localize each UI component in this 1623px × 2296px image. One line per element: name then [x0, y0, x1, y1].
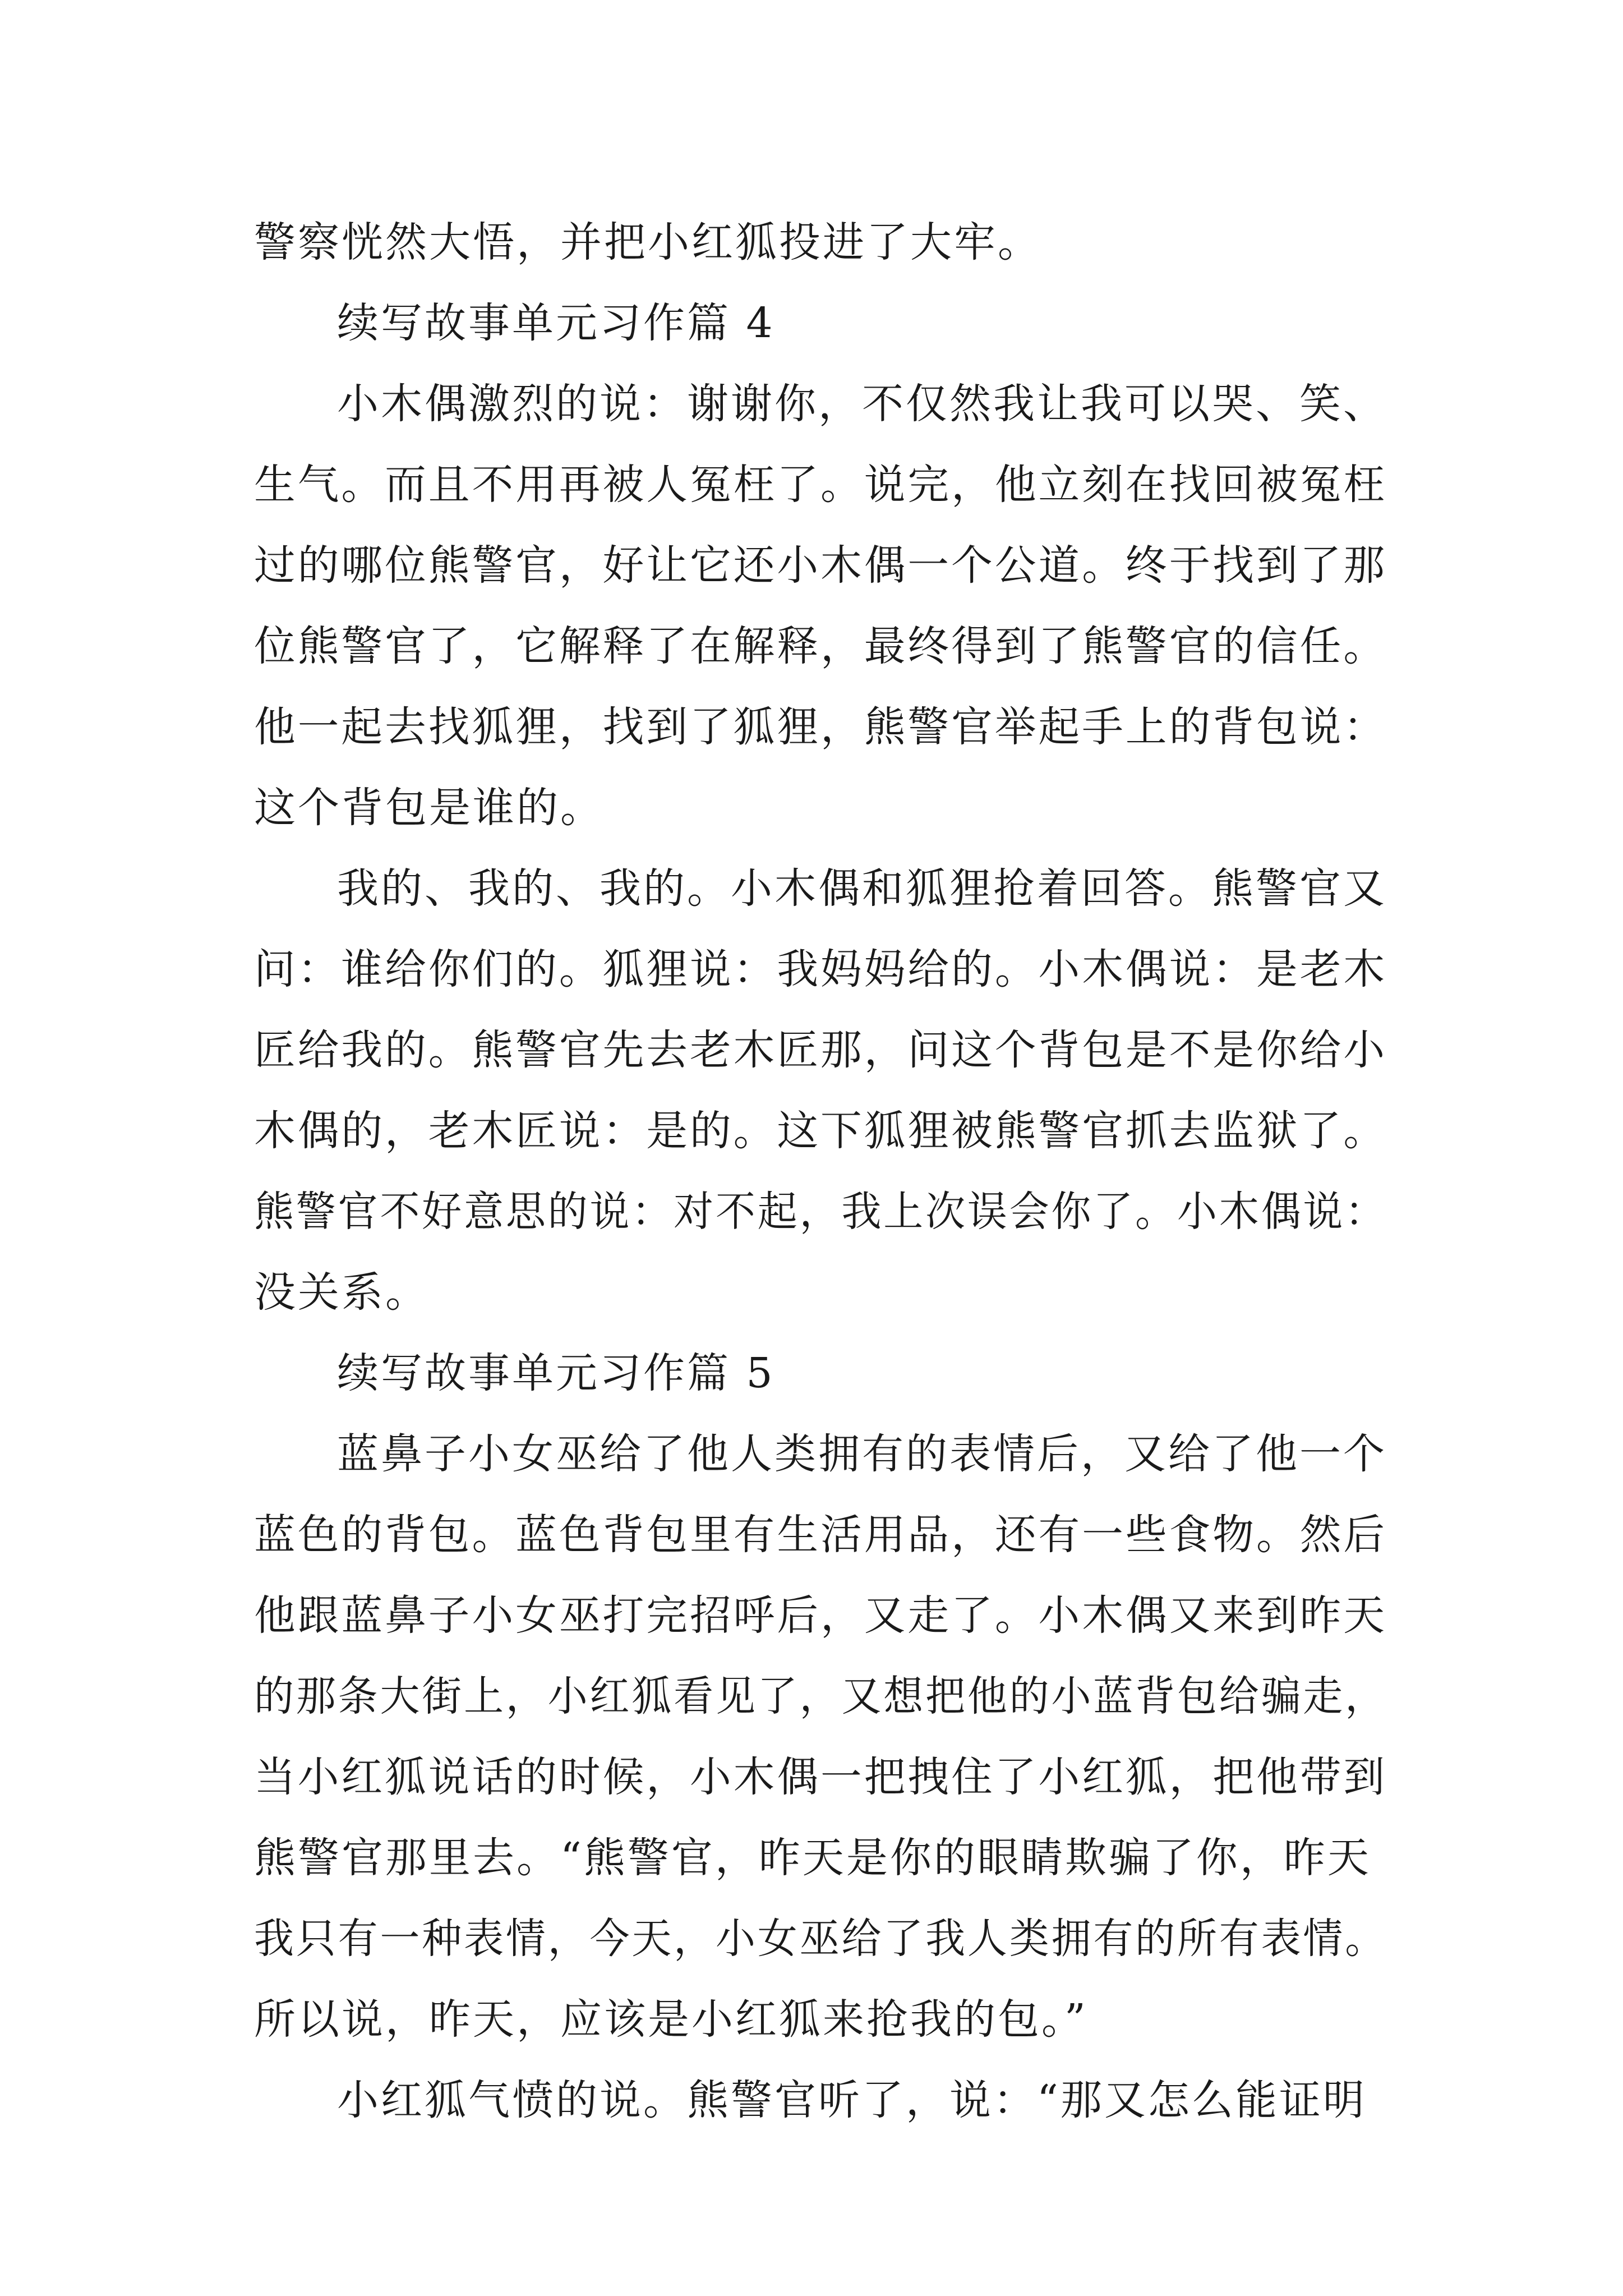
- text-line: 这个背包是谁的。: [254, 784, 604, 832]
- text-line: 生气。而且不用再被人冤枉了。说完，他立刻在找回被冤枉: [254, 461, 1387, 509]
- text-line: 熊警官不好意思的说：对不起，我上次误会你了。小木偶说：: [254, 1188, 1387, 1236]
- text-line: 蓝鼻子小女巫给了他人类拥有的表情后，又给了他一个: [337, 1430, 1387, 1478]
- text-line: 蓝色的背包。蓝色背包里有生活用品，还有一些食物。然后: [254, 1511, 1387, 1559]
- text-line: 我的、我的、我的。小木偶和狐狸抢着回答。熊警官又: [337, 864, 1387, 913]
- text-line: 我只有一种表情，今天，小女巫给了我人类拥有的所有表情。: [254, 1915, 1387, 1963]
- text-line: 没关系。: [254, 1268, 429, 1317]
- text-line: 匠给我的。熊警官先去老木匠那，问这个背包是不是你给小: [254, 1026, 1387, 1074]
- text-line: 小红狐气愤的说。熊警官听了，说：“那又怎么能证明: [337, 2076, 1367, 2124]
- document-body: [254, 202, 1387, 2141]
- text-line: 问：谁给你们的。狐狸说：我妈妈给的。小木偶说：是老木: [254, 945, 1387, 993]
- text-line: 木偶的，老木匠说：是的。这下狐狸被熊警官抓去监狱了。: [254, 1107, 1387, 1155]
- text-line: 他跟蓝鼻子小女巫打完招呼后，又走了。小木偶又来到昨天: [254, 1591, 1387, 1640]
- text-line: 熊警官那里去。“熊警官，昨天是你的眼睛欺骗了你，昨天: [254, 1834, 1371, 1882]
- text-line: 警察恍然大悟，并把小红狐投进了大牢。: [254, 218, 1041, 266]
- text-line: 过的哪位熊警官，好让它还小木偶一个公道。终于找到了那: [254, 541, 1387, 590]
- text-line: 所以说，昨天，应该是小红狐来抢我的包。”: [254, 1995, 1088, 2044]
- text-line: 位熊警官了，它解释了在解释，最终得到了熊警官的信任。: [254, 622, 1387, 670]
- text-line: 他一起去找狐狸，找到了狐狸，熊警官举起手上的背包说：: [254, 703, 1387, 751]
- text-line: 的那条大街上，小红狐看见了，又想把他的小蓝背包给骗走，: [254, 1672, 1387, 1720]
- text-line: 续写故事单元习作篇 4: [337, 299, 775, 347]
- text-line: 小木偶激烈的说：谢谢你，不仅然我让我可以哭、笑、: [337, 380, 1387, 428]
- text-line: 当小红狐说话的时候，小木偶一把拽住了小红狐，把他带到: [254, 1753, 1387, 1801]
- text-line: 续写故事单元习作篇 5: [337, 1349, 775, 1397]
